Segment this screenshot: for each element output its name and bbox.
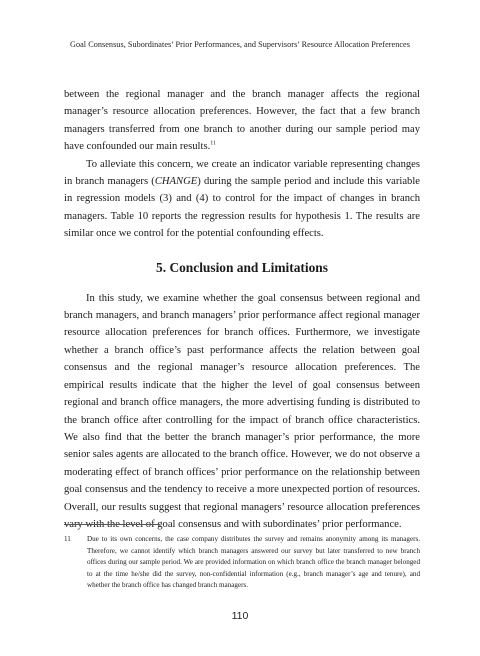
variable-name: CHANGE: [154, 176, 198, 188]
footnote-text: Due to its own concerns, the case company distributes the survey and remains anonymity among its managers. Therefore, we cannot identify which branch managers answered our survey but later transferred to new branch offices during our sample period. We are provided information on which branch office the branch manager belonged to at the time he/she did the survey, non-confidential information (e.g., branch manager’s age and tenure), and whether the branch office has changed branch managers.: [87, 535, 420, 590]
paragraph-text: between the regional manager and the branch manager affects the regional manager’s resource allocation preferences. However, the fact that a few branch managers transferred from one branch to another during our sample period may have confounded our main results.: [64, 89, 420, 153]
running-head: Goal Consensus, Subordinates’ Prior Performances, and Supervisors’ Resource Allocation Preferences: [70, 40, 410, 49]
footnote-separator: [64, 524, 160, 525]
section-heading: 5. Conclusion and Limitations: [156, 259, 328, 275]
footnote-reference[interactable]: 11: [210, 140, 216, 147]
footnote-number: 11: [64, 535, 71, 543]
page-number: 110: [231, 610, 249, 622]
paragraph-continuation: [64, 86, 420, 156]
body-text: [64, 86, 420, 533]
footnote: [64, 534, 420, 592]
paragraph-text-start: To alleviate this concern, we create an indicator variable representing changes in branch managers (: [64, 158, 420, 188]
paragraph-text-end: ) during the sample period and include this variable in regression models (3) and (4) to control for the impact of changes in branch managers. Table 10 reports the regression results for hypothesis 1. The results are similar once we control for the potential confounding effects.: [64, 176, 420, 240]
paragraph-control-change: [64, 156, 420, 243]
paragraph-conclusion: In this study, we examine whether the goal consensus between regional and branch managers, and branch managers’ prior performance affect regional manager resource allocation preferences for branch offices. Furthermore, we investigate whether a branch office’s past performance affects the relation between goal consensus and the regional manager’s resource allocation preferences. The empirical results indicate that the higher the level of goal consensus between regional and branch office managers, the more advertising funding is distributed to the branch office after controlling for the impact of branch office characteristics. We also find that the better the branch manager’s prior performance, the more senior sales agents are allocated to the branch office. However, we do not observe a moderating effect of branch offices’ prior performance on the relationship between goal consensus and the tendency to receive a more unexpected portion of resources. Overall, our results suggest that regional managers’ resource allocation preferences vary with the level of goal consensus and with subordinates’ prior performance.: [64, 292, 420, 530]
